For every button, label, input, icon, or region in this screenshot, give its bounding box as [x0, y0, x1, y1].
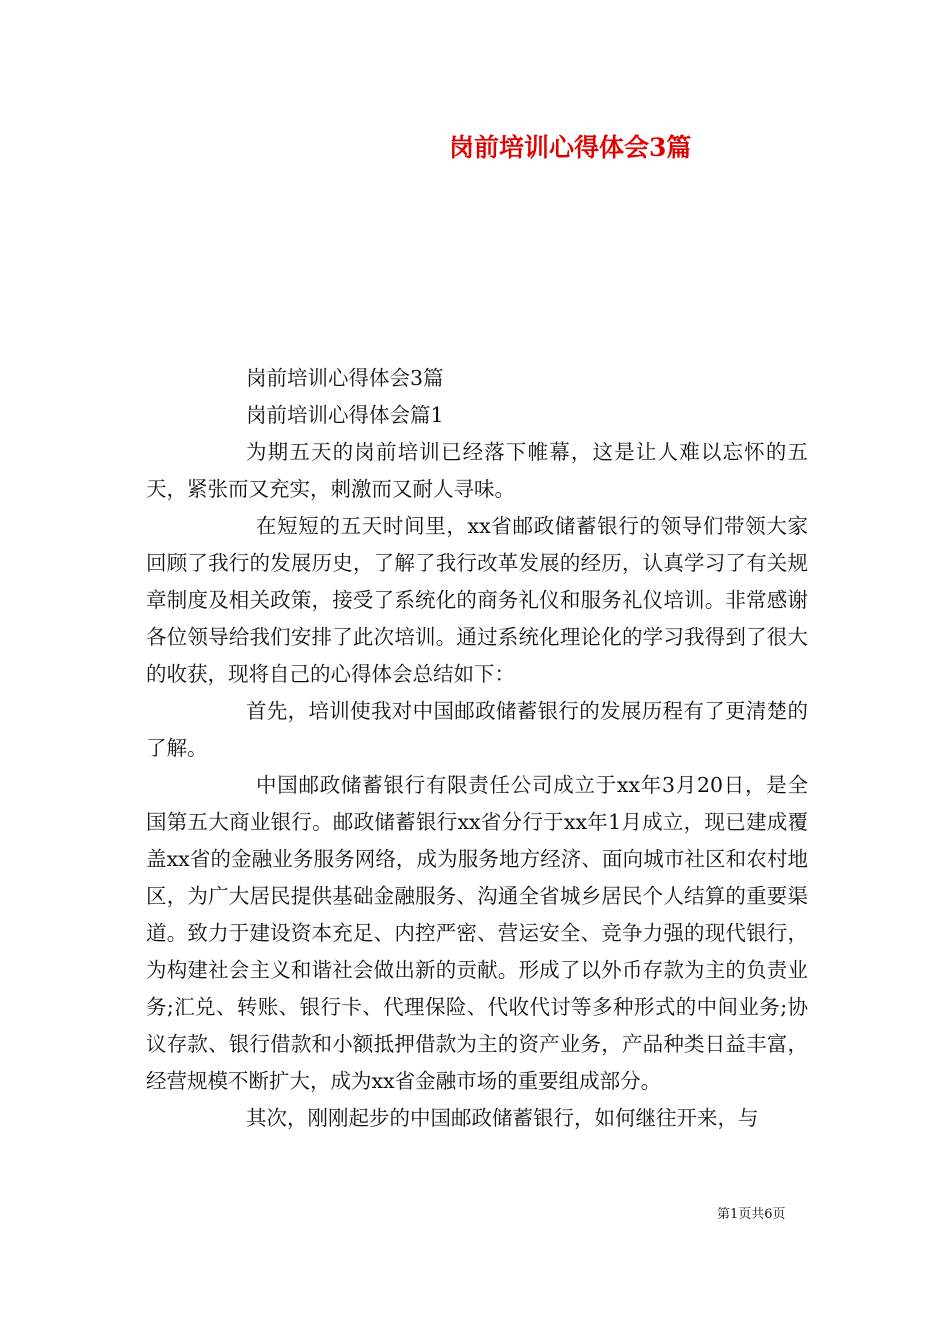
paragraph-intro: 为期五天的岗前培训已经落下帷幕，这是让人难以忘怀的五天，紧张而又充实，刺激而又耐人寻味。	[146, 440, 808, 501]
page-number-indicator: 第1页共6页	[717, 1207, 786, 1222]
section-heading: 岗前培训心得体会篇1	[246, 403, 444, 427]
paragraph-training-content: 在短短的五天时间里，xx省邮政储蓄银行的领导们带领大家回顾了我行的发展历史，了解了我行改革发展的经历，认真学习了有关规章制度及相关政策，接受了系统化的商务礼仪和服务礼仪培训。非常感谢各位领导给我们安排了此次培训。通过系统化理论化的学习我得到了很大的收获，现将自己的心得体会总结如下：	[146, 514, 808, 686]
subtitle-line: 岗前培训心得体会3篇	[246, 366, 444, 390]
paragraph-first-point: 首先，培训使我对中国邮政储蓄银行的发展历程有了更清楚的了解。	[146, 699, 808, 760]
document-body	[146, 360, 808, 1137]
paragraph-bank-history: 中国邮政储蓄银行有限责任公司成立于xx年3月20日，是全国第五大商业银行。邮政储蓄银行xx省分行于xx年1月成立，现已建成覆盖xx省的金融业务服务网络，成为服务地方经济、面向城市社区和农村地区，为广大居民提供基础金融服务、沟通全省城乡居民个人结算的重要渠道。致力于建设资本充足、内控严密、营运安全、竞争力强的现代银行，为构建社会主义和谐社会做出新的贡献。形成了以外币存款为主的负责业务;汇兑、转账、银行卡、代理保险、代收代讨等多种形式的中间业务;协议存款、银行借款和小额抵押借款为主的资产业务，产品种类日益丰富，经营规模不断扩大，成为xx省金融市场的重要组成部分。	[146, 773, 808, 1093]
document-title: 岗前培训心得体会3篇	[449, 133, 692, 162]
paragraph-second-point: 其次，刚刚起步的中国邮政储蓄银行，如何继往开来，与	[246, 1106, 759, 1130]
